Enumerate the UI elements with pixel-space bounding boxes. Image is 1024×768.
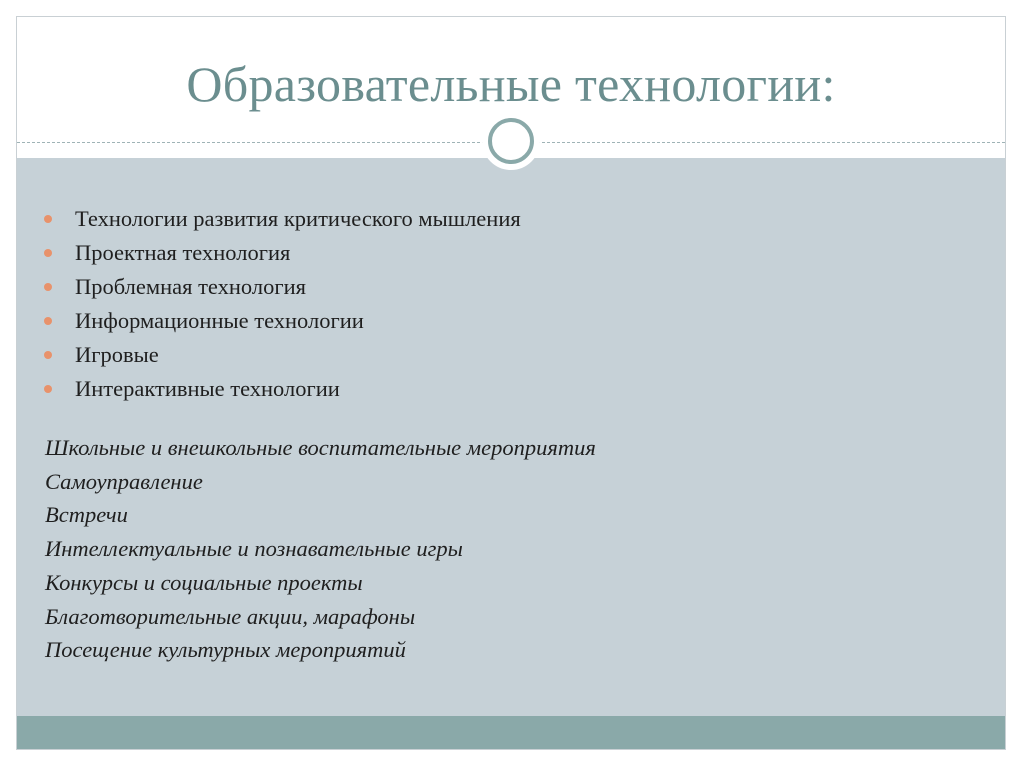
bullet-text: Интерактивные технологии (75, 376, 340, 401)
bullet-text: Проблемная технология (75, 274, 306, 299)
activity-list (45, 431, 596, 667)
bullet-dot-icon (44, 317, 52, 325)
bullet-item (41, 202, 521, 236)
activity-item: Самоуправление (45, 468, 203, 494)
activity-item: Благотворительные акции, марафоны (45, 603, 416, 629)
circle-emblem-icon (482, 112, 540, 170)
bullet-text: Технологии развития критического мышления (75, 206, 521, 231)
activity-item: Интеллектуальные и познавательные игры (45, 536, 463, 562)
bullet-item (41, 236, 521, 270)
content-area (17, 158, 1005, 716)
activity-item: Конкурсы и социальные проекты (45, 569, 363, 595)
bullet-item (41, 304, 521, 338)
slide (16, 16, 1006, 750)
technology-bullet-list (41, 202, 521, 406)
bullet-item (41, 338, 521, 372)
activity-item: Посещение культурных мероприятий (45, 637, 406, 663)
activity-item: Встречи (45, 502, 128, 528)
bullet-dot-icon (44, 283, 52, 291)
bullet-dot-icon (44, 385, 52, 393)
bullet-dot-icon (44, 249, 52, 257)
bottom-band (17, 716, 1005, 750)
bullet-dot-icon (44, 351, 52, 359)
bullet-text: Игровые (75, 342, 159, 367)
bullet-text: Проектная технология (75, 240, 291, 265)
bullet-text: Информационные технологии (75, 308, 364, 333)
activity-item: Школьные и внешкольные воспитательные мероприятия (45, 435, 596, 460)
bullet-dot-icon (44, 215, 52, 223)
bullet-item (41, 270, 521, 304)
bullet-item (41, 372, 521, 406)
slide-title: Образовательные технологии: (186, 56, 836, 112)
